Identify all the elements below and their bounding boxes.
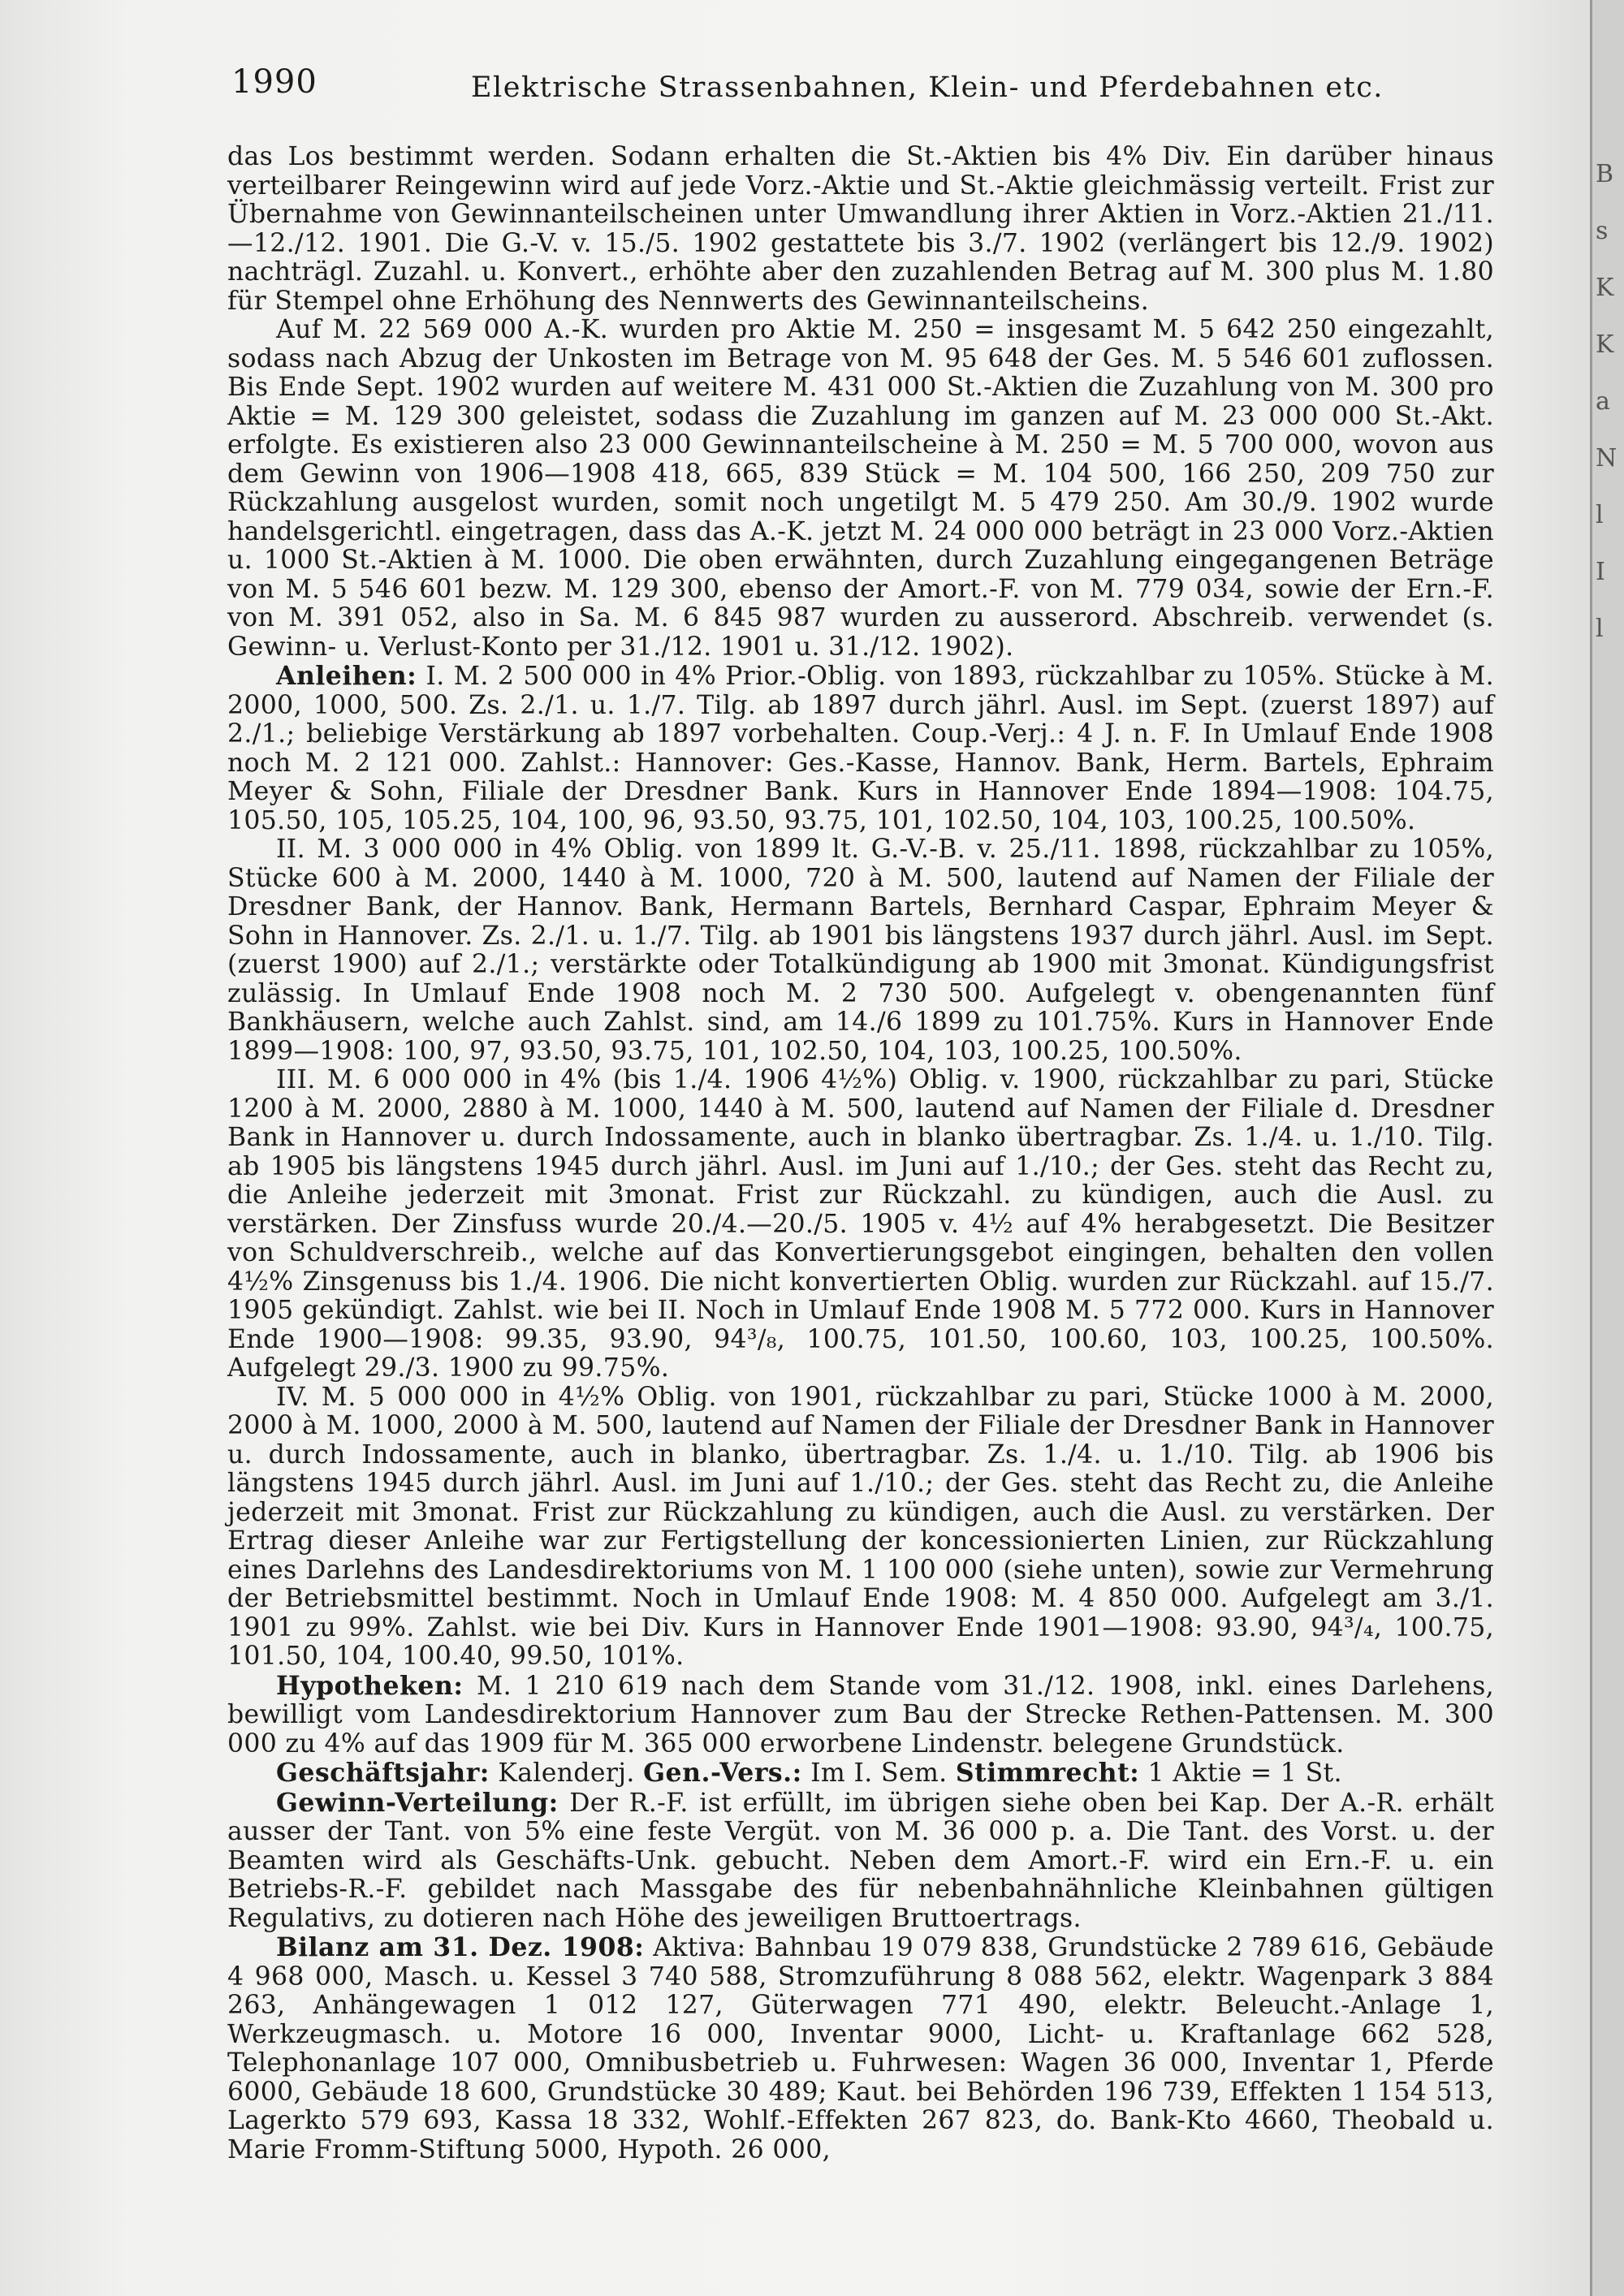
section-label: Stimmrecht: — [955, 1758, 1140, 1788]
spine-letter: l — [1596, 501, 1604, 529]
paragraph-loan-iii — [227, 1066, 1494, 1383]
paragraph-loan-ii — [227, 835, 1494, 1066]
paragraph-fiscal-year — [227, 1759, 1494, 1789]
running-title: Elektrische Strassenbahnen, Klein- und Pferdebahnen etc. — [471, 71, 1384, 104]
paragraph-balance-sheet — [227, 1933, 1494, 2164]
page-number: 1990 — [231, 63, 317, 101]
section-label: Geschäftsjahr: — [276, 1758, 490, 1788]
paragraph-text: Aktiva: Bahnbau 19 079 838, Grundstücke 2 789 616, Gebäude 4 968 000, Masch. u. Kessel 3 740 588, Stromzuführung 8 088 562, elektr. Wagenpark 3 884 263, Anhängewagen 1 012 127, Güterwagen 771 490, elektr. Beleucht.-Anlage 1, Werkzeugmasch. u. Motore 16 000, Inventar 9000, Licht- u. Kraftanlage 662 528, Telephonanlage 107 000, Omnibusbetrieb u. Fuhrwesen: Wagen 36 000, Inventar 1, Pferde 6000, Gebäude 18 600, Grundstücke 30 489; Kaut. bei Behörden 196 739, Effekten 1 154 513, Lagerkto 579 693, Kassa 18 332, Wohlf.-Effekten 267 823, do. Bank-Kto 4660, Theobald u. Marie Fromm-Stiftung 5000, Hypoth. 26 000, — [227, 1933, 1494, 2164]
spine-letter: l — [1596, 615, 1604, 643]
paragraph-loans — [227, 662, 1494, 835]
spine-letter: s — [1596, 217, 1609, 245]
binding-edge — [1590, 0, 1592, 2296]
spine-letter: N — [1596, 444, 1618, 473]
spine-letter: K — [1596, 274, 1614, 302]
article-body — [227, 143, 1494, 2164]
section-label: Bilanz am 31. Dez. 1908: — [276, 1932, 645, 1962]
section-label: Hypotheken: — [276, 1670, 464, 1701]
page-header — [231, 63, 1563, 112]
paragraph-text: II. M. 3 000 000 in 4% Oblig. von 1899 lt. G.-V.-B. v. 25./11. 1898, rückzahlbar zu 105%, Stücke 600 à M. 2000, 1440 à M. 1000, 720 à M. 500, lautend auf Namen der Filiale der Dresdner Bank, der Hannov. Bank, Hermann Bartels, Bernhard Caspar, Ephraim Meyer & Sohn in Hannover. Zs. 2./1. u. 1./7. Tilg. ab 1901 bis längstens 1937 durch jährl. Ausl. im Sept. (zuerst 1900) auf 2./1.; verstärkte oder Totalkündigung ab 1900 mit 3monat. Kündigungsfrist zulässig. In Umlauf Ende 1908 noch M. 2 730 500. Aufgelegt v. obengenannten fünf Bankhäusern, welche auch Zahlst. sind, am 14./6 1899 zu 101.75%. Kurs in Hannover Ende 1899—1908: 100, 97, 93.50, 93.75, 101, 102.50, 104, 103, 100.25, 100.50%. — [227, 835, 1494, 1066]
paragraph-text: Im I. Sem. — [810, 1759, 948, 1788]
section-label: Anleihen: — [276, 661, 417, 691]
paragraph-text: Auf M. 22 569 000 A.-K. wurden pro Aktie M. 250 = insgesamt M. 5 642 250 eingezahlt, sodass nach Abzug der Unkosten im Betrage von M. 95 648 der Ges. M. 5 546 601 zuflossen. Bis Ende Sept. 1902 wurden auf weitere M. 431 000 St.-Aktien die Zuzahlung von M. 300 pro Aktie = M. 129 300 geleistet, sodass die Zuzahlung im ganzen auf M. 23 000 000 St.-Akt. erfolgte. Es existieren also 23 000 Gewinnanteilscheine à M. 250 = M. 5 700 000, wovon aus dem Gewinn von 1906—1908 418, 665, 839 Stück = M. 104 500, 166 250, 209 750 zur Rückzahlung ausgelost wurden, somit noch ungetilgt M. 5 479 250. Am 30./9. 1902 wurde handelsgerichtl. eingetragen, dass das A.-K. jetzt M. 24 000 000 beträgt in 23 000 Vorz.-Aktien u. 1000 St.-Aktien à M. 1000. Die oben erwähnten, durch Zuzahlung eingegangenen Beträge von M. 5 546 601 bezw. M. 129 300, ebenso der Amort.-F. von M. 779 034, sowie der Ern.-F. von M. 391 052, also in Sa. M. 6 845 987 wurden zu ausserord. Abschreib. verwendet (s. Gewinn- u. Verlust-Konto per 31./12. 1901 u. 31./12. 1902). — [227, 315, 1494, 662]
adjacent-page-fragment — [1596, 146, 1622, 658]
paragraph-intro — [227, 143, 1494, 316]
paragraph-text: 1 Aktie = 1 St. — [1147, 1759, 1342, 1788]
paragraph-text: Der R.-F. ist erfüllt, im übrigen siehe oben bei Kap. Der A.-R. erhält ausser der Tant. von 5% eine feste Vergüt. von M. 36 000 p. a. Die Tant. des Vorst. u. der Beamten wird als Geschäfts-Unk. gebucht. Neben dem Amort.-F. wird ein Ern.-F. u. ein Betriebs-R.-F. gebildet nach Massgabe des für nebenbahnähnliche Kleinbahnen gültigen Regulativs, zu dotieren nach Höhe des jeweiligen Bruttoertrags. — [227, 1788, 1494, 1933]
paragraph-mortgages — [227, 1672, 1494, 1759]
paragraph-text: M. 1 210 619 nach dem Stande vom 31./12. 1908, inkl. eines Darlehens, bewilligt vom Landesdirektorium Hannover zum Bau der Strecke Rethen-Pattensen. M. 300 000 zu 4% auf das 1909 für M. 365 000 erworbene Lindenstr. belegene Grundstück. — [227, 1671, 1494, 1759]
spine-letter: a — [1596, 387, 1610, 416]
spine-letter: I — [1596, 558, 1605, 586]
paragraph-text: das Los bestimmt werden. Sodann erhalten die St.-Aktien bis 4% Div. Ein darüber hinaus verteilbarer Reingewinn wird auf jede Vorz.-Aktie und St.-Aktie gleichmässig verteilt. Frist zur Übernahme von Gewinnanteilscheinen unter Umwandlung ihrer Aktien in Vorz.-Aktien 21./11.—12./12. 1901. Die G.-V. v. 15./5. 1902 gestattete bis 3./7. 1902 (verlängert bis 12./9. 1902) nachträgl. Zuzahl. u. Konvert., erhöhte aber den zuzahlenden Betrag auf M. 300 plus M. 1.80 für Stempel ohne Erhöhung des Nennwerts des Gewinnanteilscheins. — [227, 142, 1494, 316]
spine-letter: K — [1596, 330, 1614, 359]
paragraph-text: III. M. 6 000 000 in 4% (bis 1./4. 1906 4½%) Oblig. v. 1900, rückzahlbar zu pari, Stücke 1200 à M. 2000, 2880 à M. 1000, 1440 à M. 500, lautend auf Namen der Filiale d. Dresdner Bank in Hannover u. durch Indossamente, auch in blanko übertragbar. Zs. 1./4. u. 1./10. Tilg. ab 1905 bis längstens 1945 durch jährl. Ausl. im Juni auf 1./10.; der Ges. steht das Recht zu, die Anleihe jederzeit mit 3monat. Frist zur Rückzahl. zu kündigen, auch die Ausl. zu verstärken. Der Zinsfuss wurde 20./4.—20./5. 1905 v. 4½ auf 4% herabgesetzt. Die Besitzer von Schuldverschreib., welche auf das Konvertierungsgebot eingingen, behalten den vollen 4½% Zinsgenuss bis 1./4. 1906. Die nicht konvertierten Oblig. wurden zur Rückzahl. auf 15./7. 1905 gekündigt. Zahlst. wie bei II. Noch in Umlauf Ende 1908 M. 5 772 000. Kurs in Hannover Ende 1900—1908: 99.35, 93.90, 94³/₈, 100.75, 101.50, 100.60, 103, 100.25, 100.50%. Aufgelegt 29./3. 1900 zu 99.75%. — [227, 1065, 1494, 1383]
paragraph-text: Kalenderj. — [498, 1759, 635, 1788]
paragraph-loan-iv — [227, 1383, 1494, 1672]
spine-letter: B — [1596, 160, 1614, 188]
paragraph-capital — [227, 316, 1494, 662]
section-label: Gewinn-Verteilung: — [276, 1787, 559, 1818]
section-label: Gen.-Vers.: — [643, 1758, 802, 1788]
paragraph-text: IV. M. 5 000 000 in 4½% Oblig. von 1901, rückzahlbar zu pari, Stücke 1000 à M. 2000, 2000 à M. 1000, 2000 à M. 500, lautend auf Namen der Filiale der Dresdner Bank in Hannover u. durch Indossamente, auch in blanko, übertragbar. Zs. 1./4. u. 1./10. Tilg. ab 1906 bis längstens 1945 durch jährl. Ausl. im Juni auf 1./10.; der Ges. steht das Recht zu, die Anleihe jederzeit mit 3monat. Frist zur Rückzahlung zu kündigen, auch die Ausl. zu verstärken. Der Ertrag dieser Anleihe war zur Fertigstellung der koncessionierten Linien, zur Rückzahlung eines Darlehns des Landesdirektoriums von M. 1 100 000 (siehe unten), sowie zur Vermehrung der Betriebsmittel bestimmt. Noch in Umlauf Ende 1908: M. 4 850 000. Aufgelegt am 3./1. 1901 zu 99%. Zahlst. wie bei Div. Kurs in Hannover Ende 1901—1908: 93.90, 94³/₄, 100.75, 101.50, 104, 100.40, 99.50, 101%. — [227, 1382, 1494, 1671]
paragraph-profit-distribution — [227, 1789, 1494, 1934]
paragraph-text: I. M. 2 500 000 in 4% Prior.-Oblig. von 1893, rückzahlbar zu 105%. Stücke à M. 2000, 1000, 500. Zs. 2./1. u. 1./7. Tilg. ab 1897 durch jährl. Ausl. im Sept. (zuerst 1897) auf 2./1.; beliebige Verstärkung ab 1897 vorbehalten. Coup.-Verj.: 4 J. n. F. In Umlauf Ende 1908 noch M. 2 121 000. Zahlst.: Hannover: Ges.-Kasse, Hannov. Bank, Herm. Bartels, Ephraim Meyer & Sohn, Filiale der Dresdner Bank. Kurs in Hannover Ende 1894—1908: 104.75, 105.50, 105, 105.25, 104, 100, 96, 93.50, 93.75, 101, 102.50, 104, 103, 100.25, 100.50%. — [227, 662, 1494, 835]
